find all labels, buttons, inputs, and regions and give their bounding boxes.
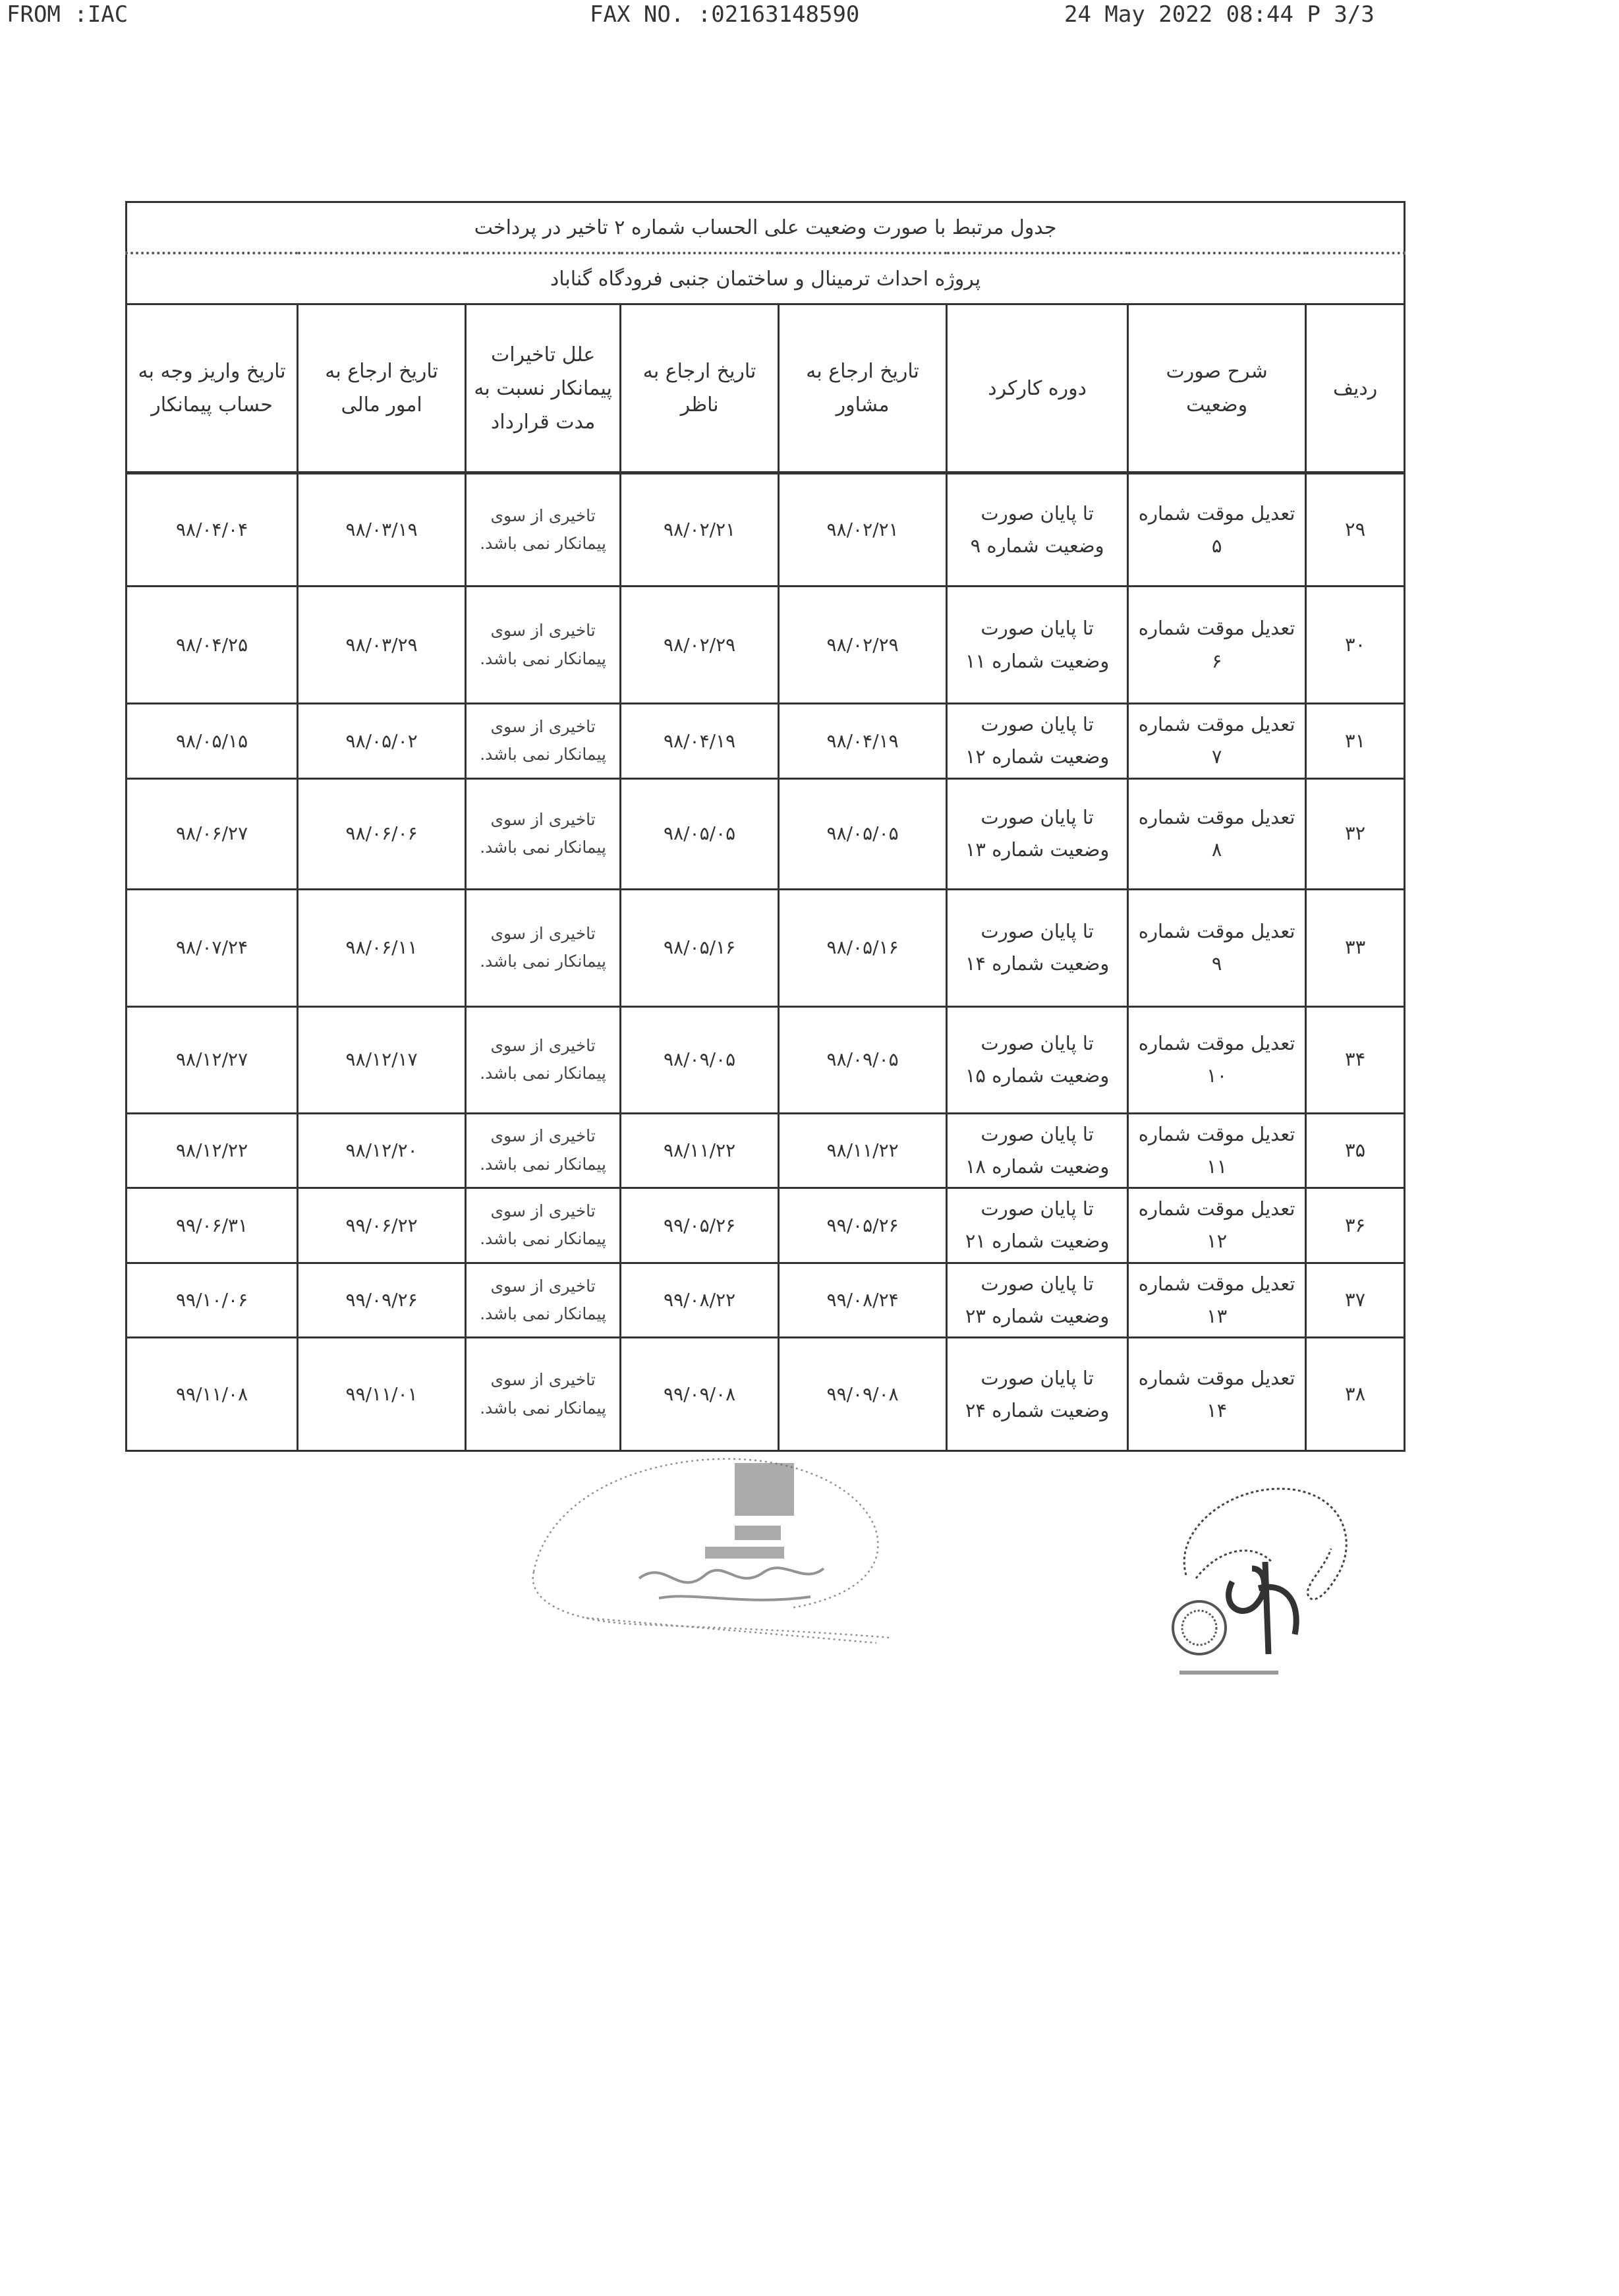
header-description: شرح صورت وضعیت	[1128, 304, 1306, 473]
header-delay-reason: علل تاخیرات پیمانکار نسبت به مدت قرارداد	[466, 304, 621, 473]
cell-supervisor-date: ۹۸/۰۲/۲۹	[621, 587, 779, 704]
cell-row-number: ۳۱	[1306, 704, 1405, 779]
cell-payment-date: ۹۸/۰۷/۲۴	[127, 889, 298, 1006]
cell-delay-reason: تاخیری از سوی پیمانکار نمی باشد.	[466, 473, 621, 587]
cell-finance-date: ۹۹/۰۹/۲۶	[298, 1263, 466, 1338]
cell-finance-date: ۹۸/۰۶/۰۶	[298, 778, 466, 889]
table-row	[127, 587, 1405, 704]
table-title: جدول مرتبط با صورت وضعیت علی الحساب شماره ۲ تاخیر در پرداخت	[127, 202, 1405, 254]
cell-description: تعدیل موقت شماره ۹	[1128, 889, 1306, 1006]
cell-consultant-date: ۹۸/۰۴/۱۹	[779, 704, 947, 779]
table-row	[127, 1113, 1405, 1188]
cell-consultant-date: ۹۹/۰۵/۲۶	[779, 1188, 947, 1263]
cell-period: تا پایان صورت وضعیت شماره ۱۲	[947, 704, 1128, 779]
signature-stamp	[1160, 1470, 1364, 1700]
cell-delay-reason: تاخیری از سوی پیمانکار نمی باشد.	[466, 889, 621, 1006]
cell-delay-reason: تاخیری از سوی پیمانکار نمی باشد.	[466, 1006, 621, 1113]
cell-supervisor-date: ۹۸/۰۵/۱۶	[621, 889, 779, 1006]
cell-period: تا پایان صورت وضعیت شماره ۲۱	[947, 1188, 1128, 1263]
cell-payment-date: ۹۸/۱۲/۲۷	[127, 1006, 298, 1113]
fax-date-page: 24 May 2022 08:44 P 3/3	[1064, 1, 1375, 28]
table-row	[127, 1188, 1405, 1263]
cell-period: تا پایان صورت وضعیت شماره ۱۸	[947, 1113, 1128, 1188]
table-body	[127, 473, 1405, 1451]
header-consultant-date: تاریخ ارجاع به مشاور	[779, 304, 947, 473]
cell-finance-date: ۹۸/۰۵/۰۲	[298, 704, 466, 779]
cell-row-number: ۳۵	[1306, 1113, 1405, 1188]
cell-description: تعدیل موقت شماره ۱۱	[1128, 1113, 1306, 1188]
cell-delay-reason: تاخیری از سوی پیمانکار نمی باشد.	[466, 1188, 621, 1263]
cell-delay-reason: تاخیری از سوی پیمانکار نمی باشد.	[466, 1338, 621, 1451]
cell-finance-date: ۹۸/۰۳/۱۹	[298, 473, 466, 587]
header-row-number: ردیف	[1306, 304, 1405, 473]
cell-delay-reason: تاخیری از سوی پیمانکار نمی باشد.	[466, 778, 621, 889]
company-seal-stamp	[507, 1433, 903, 1671]
cell-period: تا پایان صورت وضعیت شماره ۹	[947, 473, 1128, 587]
cell-payment-date: ۹۹/۱۱/۰۸	[127, 1338, 298, 1451]
cell-finance-date: ۹۸/۰۳/۲۹	[298, 587, 466, 704]
fax-header	[0, 0, 1619, 40]
table-row	[127, 889, 1405, 1006]
cell-row-number: ۲۹	[1306, 473, 1405, 587]
table-row	[127, 704, 1405, 779]
cell-payment-date: ۹۸/۰۶/۲۷	[127, 778, 298, 889]
cell-description: تعدیل موقت شماره ۱۰	[1128, 1006, 1306, 1113]
table-row	[127, 473, 1405, 587]
cell-consultant-date: ۹۸/۰۹/۰۵	[779, 1006, 947, 1113]
cell-row-number: ۳۶	[1306, 1188, 1405, 1263]
cell-description: تعدیل موقت شماره ۸	[1128, 778, 1306, 889]
fax-number: FAX NO. :02163148590	[590, 1, 860, 28]
cell-consultant-date: ۹۸/۱۱/۲۲	[779, 1113, 947, 1188]
cell-payment-date: ۹۸/۰۴/۲۵	[127, 587, 298, 704]
table-row	[127, 778, 1405, 889]
table-subtitle: پروژه احداث ترمینال و ساختمان جنبی فرودگاه گناباد	[127, 253, 1405, 304]
cell-supervisor-date: ۹۸/۰۴/۱۹	[621, 704, 779, 779]
cell-consultant-date: ۹۸/۰۲/۲۱	[779, 473, 947, 587]
cell-period: تا پایان صورت وضعیت شماره ۱۱	[947, 587, 1128, 704]
cell-supervisor-date: ۹۹/۰۸/۲۲	[621, 1263, 779, 1338]
header-finance-date: تاریخ ارجاع به امور مالی	[298, 304, 466, 473]
cell-payment-date: ۹۸/۰۴/۰۴	[127, 473, 298, 587]
cell-supervisor-date: ۹۸/۰۹/۰۵	[621, 1006, 779, 1113]
cell-description: تعدیل موقت شماره ۱۲	[1128, 1188, 1306, 1263]
data-table	[125, 201, 1406, 1452]
cell-finance-date: ۹۸/۰۶/۱۱	[298, 889, 466, 1006]
cell-consultant-date: ۹۸/۰۵/۱۶	[779, 889, 947, 1006]
cell-delay-reason: تاخیری از سوی پیمانکار نمی باشد.	[466, 587, 621, 704]
cell-delay-reason: تاخیری از سوی پیمانکار نمی باشد.	[466, 704, 621, 779]
cell-row-number: ۳۰	[1306, 587, 1405, 704]
cell-payment-date: ۹۹/۰۶/۳۱	[127, 1188, 298, 1263]
cell-supervisor-date: ۹۸/۱۱/۲۲	[621, 1113, 779, 1188]
cell-supervisor-date: ۹۸/۰۲/۲۱	[621, 473, 779, 587]
cell-consultant-date: ۹۸/۰۵/۰۵	[779, 778, 947, 889]
company-seal-icon	[507, 1433, 903, 1671]
fax-from: FROM :IAC	[7, 1, 128, 28]
cell-consultant-date: ۹۹/۰۹/۰۸	[779, 1338, 947, 1451]
cell-description: تعدیل موقت شماره ۷	[1128, 704, 1306, 779]
cell-finance-date: ۹۹/۱۱/۰۱	[298, 1338, 466, 1451]
cell-finance-date: ۹۸/۱۲/۲۰	[298, 1113, 466, 1188]
cell-description: تعدیل موقت شماره ۵	[1128, 473, 1306, 587]
cell-supervisor-date: ۹۹/۰۵/۲۶	[621, 1188, 779, 1263]
cell-supervisor-date: ۹۹/۰۹/۰۸	[621, 1338, 779, 1451]
cell-row-number: ۳۲	[1306, 778, 1405, 889]
cell-period: تا پایان صورت وضعیت شماره ۱۳	[947, 778, 1128, 889]
cell-delay-reason: تاخیری از سوی پیمانکار نمی باشد.	[466, 1113, 621, 1188]
cell-row-number: ۳۴	[1306, 1006, 1405, 1113]
cell-finance-date: ۹۸/۱۲/۱۷	[298, 1006, 466, 1113]
cell-period: تا پایان صورت وضعیت شماره ۱۵	[947, 1006, 1128, 1113]
table-row	[127, 1006, 1405, 1113]
cell-description: تعدیل موقت شماره ۱۴	[1128, 1338, 1306, 1451]
cell-consultant-date: ۹۹/۰۸/۲۴	[779, 1263, 947, 1338]
signature-icon	[1160, 1470, 1364, 1700]
header-payment-date: تاریخ واریز وجه به حساب پیمانکار	[127, 304, 298, 473]
header-period: دوره کارکرد	[947, 304, 1128, 473]
table-header-row	[127, 304, 1405, 473]
cell-row-number: ۳۷	[1306, 1263, 1405, 1338]
cell-payment-date: ۹۸/۰۵/۱۵	[127, 704, 298, 779]
cell-delay-reason: تاخیری از سوی پیمانکار نمی باشد.	[466, 1263, 621, 1338]
cell-row-number: ۳۳	[1306, 889, 1405, 1006]
cell-period: تا پایان صورت وضعیت شماره ۲۳	[947, 1263, 1128, 1338]
cell-description: تعدیل موقت شماره ۱۳	[1128, 1263, 1306, 1338]
cell-consultant-date: ۹۸/۰۲/۲۹	[779, 587, 947, 704]
header-supervisor-date: تاریخ ارجاع به ناظر	[621, 304, 779, 473]
table-row	[127, 1263, 1405, 1338]
cell-period: تا پایان صورت وضعیت شماره ۱۴	[947, 889, 1128, 1006]
cell-finance-date: ۹۹/۰۶/۲۲	[298, 1188, 466, 1263]
cell-supervisor-date: ۹۸/۰۵/۰۵	[621, 778, 779, 889]
cell-period: تا پایان صورت وضعیت شماره ۲۴	[947, 1338, 1128, 1451]
cell-row-number: ۳۸	[1306, 1338, 1405, 1451]
cell-description: تعدیل موقت شماره ۶	[1128, 587, 1306, 704]
cell-payment-date: ۹۸/۱۲/۲۲	[127, 1113, 298, 1188]
cell-payment-date: ۹۹/۱۰/۰۶	[127, 1263, 298, 1338]
payment-delay-table	[125, 201, 1404, 1452]
